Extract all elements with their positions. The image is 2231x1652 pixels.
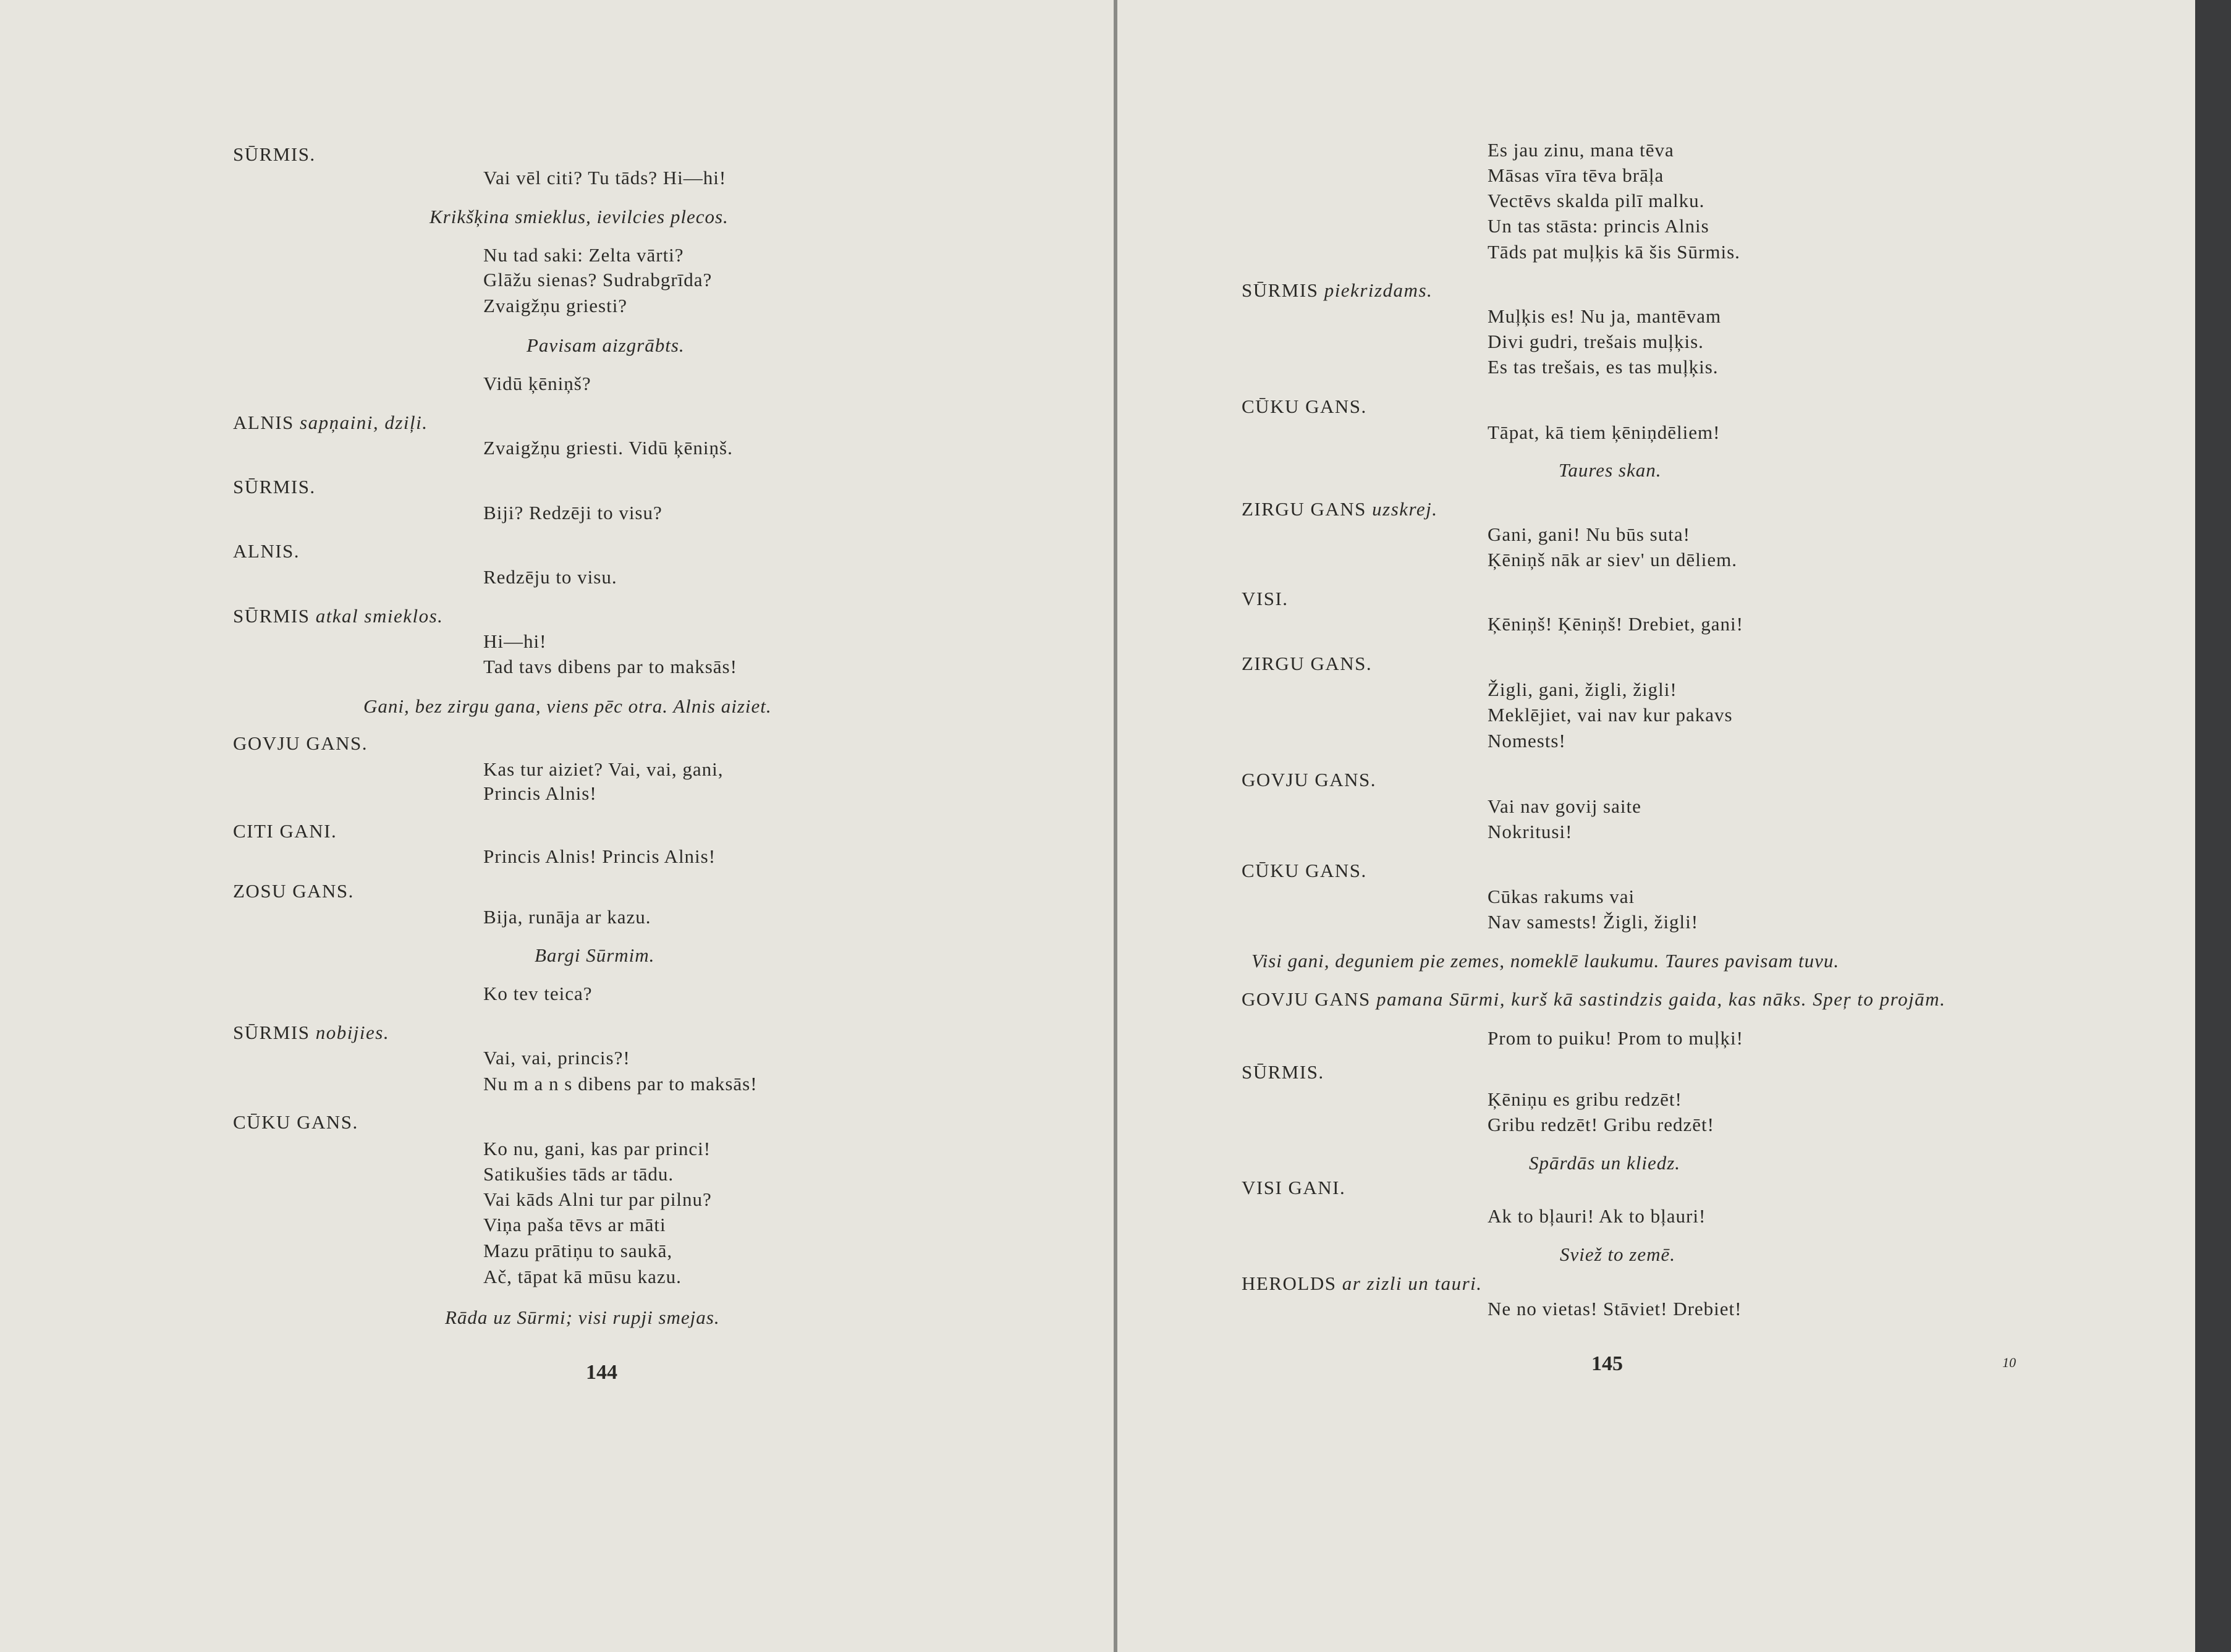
verse-line: Vai nav govij saite xyxy=(1488,795,1641,817)
spaced-word: m a n s xyxy=(513,1073,573,1095)
speaker-label: SŪRMIS. xyxy=(233,143,316,165)
stage-direction: Pavisam aizgrābts. xyxy=(527,334,685,356)
verse-line: Mazu prātiņu to saukā, xyxy=(483,1240,673,1261)
stage-direction: pamana Sūrmi, kurš kā sastindzis gaida, kas nāks. Speŗ to projām. xyxy=(1376,988,1946,1010)
verse-line: Tāds pat muļķis kā šis Sūrmis. xyxy=(1488,241,1740,263)
speaker-name: SŪRMIS xyxy=(1242,279,1319,301)
verse-line: Princis Alnis! xyxy=(483,782,597,804)
verse-line: Nu tad saki: Zelta vārti? xyxy=(483,244,684,266)
verse-line xyxy=(483,1074,758,1093)
speaker-label xyxy=(233,413,428,432)
speaker-label: CŪKU GANS. xyxy=(1242,396,1367,417)
verse-line: Kas tur aiziet? Vai, vai, gani, xyxy=(483,758,724,780)
verse-line: Viņa paša tēvs ar māti xyxy=(483,1214,666,1235)
speaker-label xyxy=(1242,1274,1483,1293)
speaker-name: SŪRMIS xyxy=(233,1022,310,1043)
verse-line: Hi—hi! xyxy=(483,630,547,652)
stage-direction: Taures skan. xyxy=(1559,459,1662,481)
stage-direction: nobijies. xyxy=(315,1022,390,1043)
verse-line: Es tas trešais, es tas muļķis. xyxy=(1488,356,1719,378)
speaker-label: SŪRMIS. xyxy=(233,476,316,498)
verse-line: Tāpat, kā tiem ķēniņdēliem! xyxy=(1488,421,1721,443)
verse-line: Tad tavs dibens par to maksās! xyxy=(483,656,737,677)
speaker-label: VISI GANI. xyxy=(1242,1177,1346,1198)
stage-direction: uzskrej. xyxy=(1372,498,1438,520)
verse-line: Ak to bļauri! Ak to bļauri! xyxy=(1488,1205,1706,1227)
stage-direction: Gani, bez zirgu gana, viens pēc otra. Alnis aiziet. xyxy=(363,695,772,717)
speaker-name: GOVJU GANS xyxy=(1242,988,1371,1010)
stage-direction: Sviež to zemē. xyxy=(1560,1243,1676,1265)
background-edge xyxy=(2195,0,2231,1652)
speaker-label: CITI GANI. xyxy=(233,820,337,842)
verse-line: Ķēniņš nāk ar siev' un dēliem. xyxy=(1488,549,1738,570)
verse-line: Redzēju to visu. xyxy=(483,566,617,588)
verse-line: Vai kāds Alni tur par pilnu? xyxy=(483,1188,712,1210)
verse-line: Māsas vīra tēva brāļa xyxy=(1488,164,1664,186)
left-page xyxy=(0,0,1114,1652)
verse-line: Meklējiet, vai nav kur pakavs xyxy=(1488,704,1733,726)
stage-direction: atkal smieklos. xyxy=(315,605,444,627)
verse-line: Un tas stāsta: princis Alnis xyxy=(1488,215,1709,237)
verse-line: Muļķis es! Nu ja, mantēvam xyxy=(1488,305,1722,327)
verse-line: Vai vēl citi? Tu tāds? Hi—hi! xyxy=(483,167,727,188)
speaker-label xyxy=(1242,281,1433,300)
verse-word: Nu xyxy=(483,1073,508,1095)
speaker-label: ZOSU GANS. xyxy=(233,880,354,902)
speaker-name: ZIRGU GANS xyxy=(1242,498,1366,520)
speaker-label: CŪKU GANS. xyxy=(1242,860,1367,881)
verse-line: Vai, vai, princis?! xyxy=(483,1047,630,1069)
verse-line: Divi gudri, trešais muļķis. xyxy=(1488,331,1704,352)
verse-line: Gribu redzēt! Gribu redzēt! xyxy=(1488,1114,1714,1135)
stage-direction: piekrizdams. xyxy=(1324,279,1433,301)
speaker-label xyxy=(1242,989,1945,1009)
stage-direction: sapņaini, dziļi. xyxy=(300,412,428,433)
verse-line: Es jau zinu, mana tēva xyxy=(1488,139,1674,161)
speaker-label: GOVJU GANS. xyxy=(1242,769,1377,790)
speaker-label: GOVJU GANS. xyxy=(233,732,368,754)
verse-line: Vectēvs skalda pilī malku. xyxy=(1488,190,1705,211)
speaker-name: ALNIS xyxy=(233,412,294,433)
signature-mark: 10 xyxy=(2002,1355,2016,1370)
verse-line: Ko tev teica? xyxy=(483,983,593,1004)
verse-line: Ač, tāpat kā mūsu kazu. xyxy=(483,1266,682,1287)
stage-direction: Rāda uz Sūrmi; visi rupji smejas. xyxy=(445,1307,720,1328)
speaker-label: ALNIS. xyxy=(233,540,300,562)
verse-line: Bija, runāja ar kazu. xyxy=(483,906,651,928)
stage-direction: Bargi Sūrmim. xyxy=(535,944,655,966)
verse-line: Ķēniņš! Ķēniņš! Drebiet, gani! xyxy=(1488,613,1743,635)
verse-line: Ne no vietas! Stāviet! Drebiet! xyxy=(1488,1298,1742,1319)
page-number: 145 xyxy=(1591,1352,1623,1375)
verse-line: Vidū ķēniņš? xyxy=(483,373,591,394)
stage-direction: ar zizli un tauri. xyxy=(1342,1273,1483,1294)
verse-line: Gani, gani! Nu būs suta! xyxy=(1488,523,1690,545)
verse-line: Princis Alnis! Princis Alnis! xyxy=(483,845,716,867)
verse-line: Cūkas rakums vai xyxy=(1488,886,1635,907)
verse-line: Ķēniņu es gribu redzēt! xyxy=(1488,1088,1682,1110)
verse-word: dibens par to maksās! xyxy=(578,1073,758,1095)
verse-line: Zvaigžņu griesti? xyxy=(483,295,628,316)
stage-direction: Spārdās un kliedz. xyxy=(1529,1152,1681,1174)
verse-line: Zvaigžņu griesti. Vidū ķēniņš. xyxy=(483,437,733,459)
verse-line: Biji? Redzēji to visu? xyxy=(483,502,663,523)
speaker-label xyxy=(233,1023,389,1042)
page-number: 144 xyxy=(586,1361,617,1384)
speaker-label: VISI. xyxy=(1242,588,1289,609)
speaker-label: SŪRMIS. xyxy=(1242,1061,1324,1083)
speaker-label: ZIRGU GANS. xyxy=(1242,653,1373,674)
verse-line: Nokritusi! xyxy=(1488,821,1573,842)
verse-line: Nomests! xyxy=(1488,730,1566,752)
speaker-label xyxy=(233,606,443,625)
verse-line: Žigli, gani, žigli, žigli! xyxy=(1488,679,1677,700)
speaker-name: SŪRMIS xyxy=(233,605,310,627)
speaker-label xyxy=(1242,499,1438,519)
verse-line: Satikušies tāds ar tādu. xyxy=(483,1163,674,1185)
verse-line: Prom to puiku! Prom to muļķi! xyxy=(1488,1027,1743,1049)
speaker-name: HEROLDS xyxy=(1242,1273,1337,1294)
speaker-label: CŪKU GANS. xyxy=(233,1111,358,1133)
stage-direction: Visi gani, deguniem pie zemes, nomeklē laukumu. Taures pavisam tuvu. xyxy=(1251,950,1840,972)
verse-line: Glāžu sienas? Sudrabgrīda? xyxy=(483,269,713,290)
stage-direction: Krikšķina smieklus, ievilcies plecos. xyxy=(430,206,729,227)
right-page xyxy=(1117,0,2231,1652)
verse-line: Ko nu, gani, kas par princi! xyxy=(483,1138,711,1159)
verse-line: Nav samests! Žigli, žigli! xyxy=(1488,911,1699,933)
